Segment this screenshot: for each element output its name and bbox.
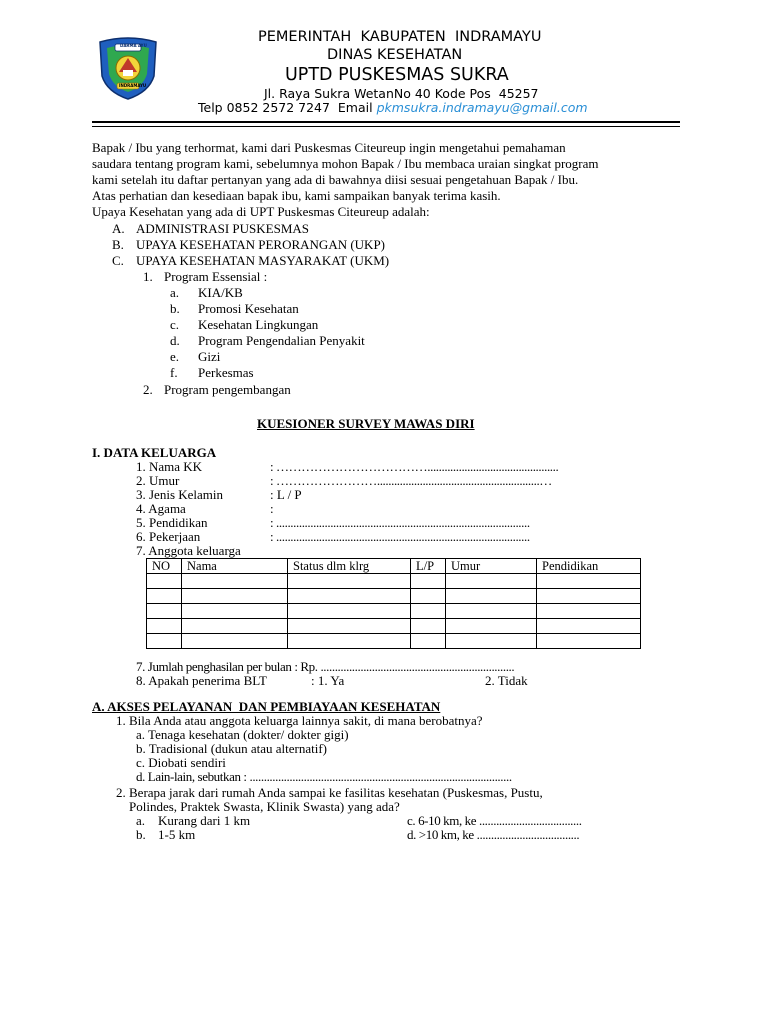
upaya-marker-a: A. [112,221,125,236]
program-essensial-label: Program Essensial : [164,269,268,284]
header-divider-thin [92,126,680,127]
q2-option-d[interactable]: d. >10 km, ke .................................... [407,827,580,842]
table-cell[interactable] [288,619,411,634]
penghasilan-field[interactable]: 7. Jumlah penghasilan per bulan : Rp. .................................................................... [136,659,515,674]
table-cell[interactable] [537,589,641,604]
essensial-marker-f: f. [170,365,178,380]
q2-option-a[interactable]: Kurang dari 1 km [158,813,251,828]
field-pekerjaan-label: 6. Pekerjaan [136,529,201,544]
essensial-marker-e: e. [170,349,180,364]
intro-line-3: kami setelah itu daftar pertanyan yang ada di bawahnya diisi sesuai pengetahuan Bapak / Ibu. [92,172,579,187]
table-cell[interactable] [411,634,446,649]
essensial-item-c: Kesehatan Lingkungan [198,317,319,332]
logo-text-bottom: INDRAMAYU [119,83,147,88]
essensial-marker-a: a. [170,285,180,300]
section-a-heading: A. AKSES PELAYANAN DAN PEMBIAYAAN KESEHATAN [92,699,441,714]
essensial-item-d: Program Pengendalian Penyakit [198,333,365,348]
field-jenis-kelamin-label: 3. Jenis Kelamin [136,487,224,502]
question-2-line-2: Polindes, Praktek Swasta, Klinik Swasta) yang ada? [129,799,400,814]
q2-option-b-marker: b. [136,827,146,842]
header-address: Jl. Raya Sukra WetanNo 40 Kode Pos 45257 [264,86,539,101]
table-cell[interactable] [288,574,411,589]
table-cell[interactable] [182,604,288,619]
table-cell[interactable] [147,604,182,619]
essensial-marker-d: d. [170,333,180,348]
col-header-pendidikan: Pendidikan [537,559,641,574]
upaya-item-c: UPAYA KESEHATAN MASYARAKAT (UKM) [136,253,390,268]
col-header-lp: L/P [411,559,446,574]
table-cell[interactable] [147,619,182,634]
table-cell[interactable] [182,634,288,649]
header-gov-line: PEMERINTAH KABUPATEN INDRAMAYU [258,29,542,45]
question-2-line-1: 2. Berapa jarak dari rumah Anda sampai ke fasilitas kesehatan (Puskesmas, Pustu, [116,785,543,800]
table-cell[interactable] [411,589,446,604]
table-row [147,604,641,619]
data-keluarga-heading: I. DATA KELUARGA [92,445,217,460]
table-cell[interactable] [411,619,446,634]
table-cell[interactable] [288,634,411,649]
table-cell[interactable] [446,574,537,589]
field-agama-input[interactable]: : [270,501,274,516]
upaya-item-b: UPAYA KESEHATAN PERORANGAN (UKP) [136,237,386,252]
table-cell[interactable] [446,634,537,649]
field-jenis-kelamin-input[interactable]: : L / P [270,487,302,502]
blt-label: 8. Apakah penerima BLT [136,673,267,688]
program-essensial-marker: 1. [143,269,153,284]
intro-line-1: Bapak / Ibu yang terhormat, kami dari Puskesmas Citeureup ingin mengetahui pemahaman [92,140,566,155]
table-row [147,589,641,604]
table-cell[interactable] [288,604,411,619]
col-header-no: NO [147,559,182,574]
blt-option-ya[interactable]: : 1. Ya [311,673,345,688]
col-header-nama: Nama [182,559,288,574]
field-umur-label: 2. Umur [136,473,180,488]
table-cell[interactable] [182,589,288,604]
field-nama-kk-input[interactable]: : ……………………………….............................................. [270,459,559,474]
table-cell[interactable] [537,604,641,619]
blt-option-tidak[interactable]: 2. Tidak [485,673,528,688]
table-cell[interactable] [537,574,641,589]
header-contact [198,100,588,115]
program-pengembangan-label: Program pengembangan [164,382,291,397]
essensial-item-b: Promosi Kesehatan [198,301,299,316]
question-1: 1. Bila Anda atau anggota keluarga lainnya sakit, di mana berobatnya? [116,713,483,728]
field-pendidikan-label: 5. Pendidikan [136,515,208,530]
program-pengembangan-marker: 2. [143,382,153,397]
header-phone: Telp 0852 2572 7247 Email [198,100,377,115]
anggota-keluarga-label: 7. Anggota keluarga [136,543,241,558]
table-cell[interactable] [182,574,288,589]
q1-option-c[interactable]: c. Diobati sendiri [136,755,226,770]
table-cell[interactable] [446,604,537,619]
field-pendidikan-input[interactable]: : ......................................................................................... [270,515,530,530]
table-cell[interactable] [288,589,411,604]
col-header-status: Status dlm klrg [288,559,411,574]
table-header-row [147,559,641,574]
header-divider-thick [92,121,680,123]
upaya-item-a: ADMINISTRASI PUSKESMAS [136,221,310,236]
table-cell[interactable] [411,574,446,589]
logo-text-top: DARMA AYU [120,43,147,48]
header-dept-line: DINAS KESEHATAN [327,47,463,63]
q2-option-a-marker: a. [136,813,146,828]
table-cell[interactable] [147,634,182,649]
intro-line-2: saudara tentang program kami, sebelumnya mohon Bapak / Ibu membaca uraian singkat program [92,156,599,171]
table-cell[interactable] [182,619,288,634]
anggota-keluarga-table [146,558,641,649]
q2-option-b[interactable]: 1-5 km [158,827,196,842]
table-row [147,634,641,649]
upaya-marker-b: B. [112,237,124,252]
essensial-item-e: Gizi [198,349,221,364]
table-cell[interactable] [537,619,641,634]
table-cell[interactable] [537,634,641,649]
q1-option-a[interactable]: a. Tenaga kesehatan (dokter/ dokter gigi) [136,727,349,742]
table-cell[interactable] [411,604,446,619]
table-row [147,574,641,589]
field-umur-input[interactable]: : …………………….........................................................… [270,473,552,488]
intro-line-5: Upaya Kesehatan yang ada di UPT Puskesmas Citeureup adalah: [92,204,430,219]
field-pekerjaan-input[interactable]: : ......................................................................................... [270,529,530,544]
q1-option-b[interactable]: b. Tradisional (dukun atau alternatif) [136,741,327,756]
field-nama-kk-label: 1. Nama KK [136,459,203,474]
essensial-marker-c: c. [170,317,180,332]
col-header-umur: Umur [446,559,537,574]
survey-title: KUESIONER SURVEY MAWAS DIRI [257,416,475,431]
essensial-item-a: KIA/KB [198,285,243,300]
table-row [147,619,641,634]
essensial-item-f: Perkesmas [198,365,254,380]
essensial-marker-b: b. [170,301,180,316]
table-cell[interactable] [446,619,537,634]
q2-option-c[interactable]: c. 6-10 km, ke .................................... [407,813,582,828]
header-email-link[interactable]: pkmsukra.indramayu@gmail.com [376,100,588,115]
intro-line-4: Atas perhatian dan kesediaan bapak ibu, kami sampaikan banyak terima kasih. [92,188,501,203]
table-cell[interactable] [446,589,537,604]
field-agama-label: 4. Agama [136,501,186,516]
q1-option-d[interactable]: d. Lain-lain, sebutkan : ............................................................................................ [136,769,512,784]
table-cell[interactable] [147,574,182,589]
upaya-marker-c: C. [112,253,124,268]
table-cell[interactable] [147,589,182,604]
header-org-name: UPTD PUSKESMAS SUKRA [285,65,509,85]
